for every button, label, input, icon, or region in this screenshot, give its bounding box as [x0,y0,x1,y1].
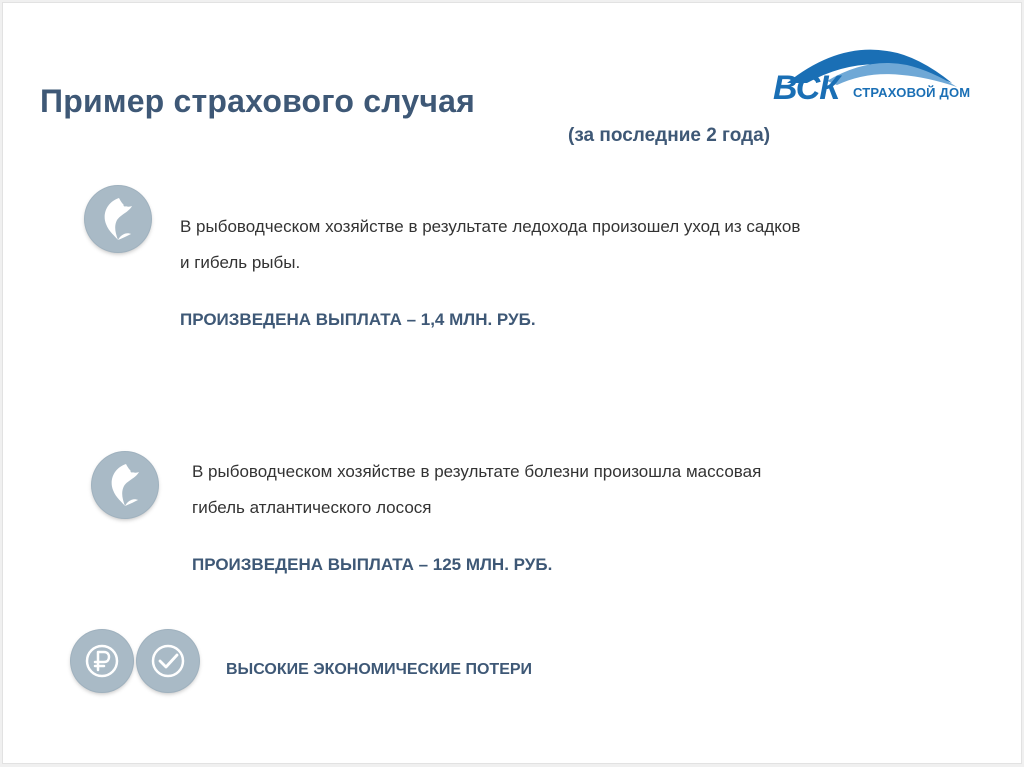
slide [2,2,1022,764]
logo-brand: ВСК [773,69,840,107]
case-1-line-1: В рыбоводческом хозяйстве в результате ледохода произошел уход из садков [180,217,801,236]
checkmark-icon [137,630,199,692]
high-losses-label: ВЫСОКИЕ ЭКОНОМИЧЕСКИЕ ПОТЕРИ [226,661,533,678]
case-2-icon-circle [92,452,158,518]
vsk-logo [767,43,977,113]
page-subtitle: (за последние 2 года) [568,125,771,146]
checkmark-circle [137,630,199,692]
case-2-line-2: гибель атлантического лосося [192,498,432,517]
fish-icon [92,452,158,518]
case-1-description [180,209,800,281]
case-1-icon-circle [85,186,151,252]
page-title: Пример страхового случая [40,83,475,119]
case-2-payout: ПРОИЗВЕДЕНА ВЫПЛАТА – 125 МЛН. РУБ. [192,555,553,574]
case-2-description [192,454,761,526]
case-1-payout: ПРОИЗВЕДЕНА ВЫПЛАТА – 1,4 МЛН. РУБ. [180,310,536,329]
case-1-line-2: и гибель рыбы. [180,253,301,272]
fish-icon [85,186,151,252]
ruble-icon [71,630,133,692]
ruble-circle [71,630,133,692]
logo-tagline: СТРАХОВОЙ ДОМ [853,85,971,100]
case-2-line-1: В рыбоводческом хозяйстве в результате болезни произошла массовая [192,462,762,481]
